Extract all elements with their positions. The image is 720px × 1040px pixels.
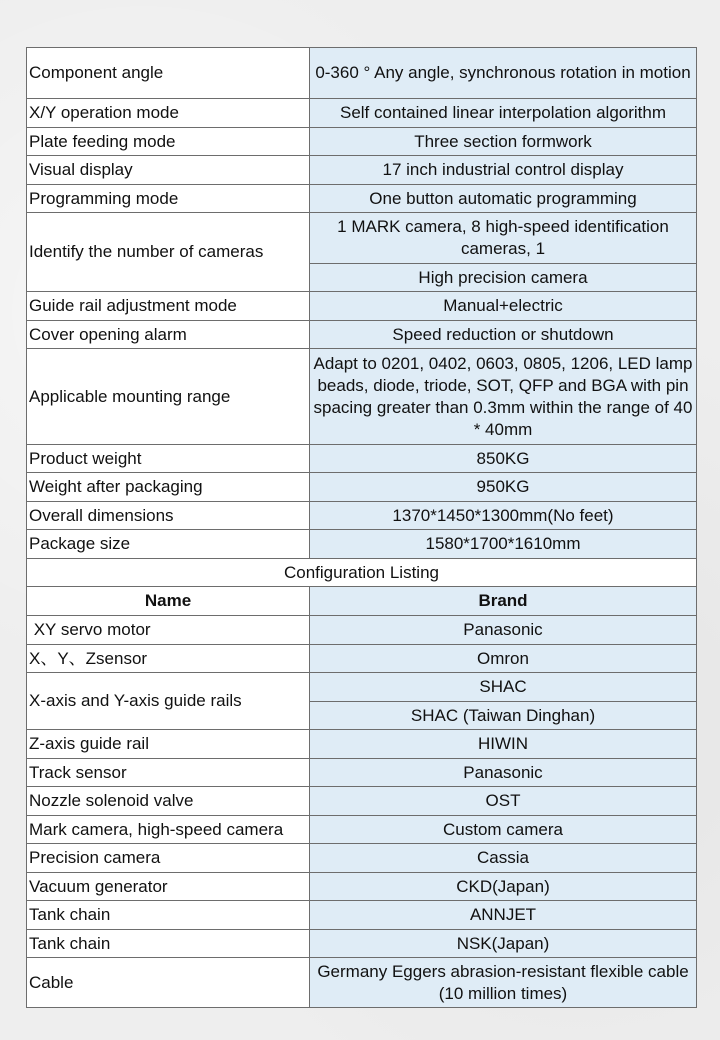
spec-value: 0-360 ° Any angle, synchronous rotation in motion xyxy=(310,48,697,99)
spec-value: One button automatic programming xyxy=(310,185,697,213)
config-row xyxy=(27,759,697,787)
config-brand: SHAC (Taiwan Dinghan) xyxy=(310,702,697,730)
config-brand: Panasonic xyxy=(310,616,697,645)
config-brand: Panasonic xyxy=(310,759,697,787)
config-header-brand: Brand xyxy=(310,587,697,616)
spec-name: Visual display xyxy=(27,156,310,185)
spec-name: Package size xyxy=(27,530,310,559)
spec-value: Three section formwork xyxy=(310,128,697,156)
spec-name: Identify the number of cameras xyxy=(27,213,310,292)
spec-value: 950KG xyxy=(310,473,697,502)
config-name: X-axis and Y-axis guide rails xyxy=(27,673,310,730)
spec-value: Manual+electric xyxy=(310,292,697,321)
spec-value: 17 inch industrial control display xyxy=(310,156,697,185)
spec-row-cover-opening-alarm xyxy=(27,321,697,349)
spec-value: 850KG xyxy=(310,445,697,473)
config-row xyxy=(27,787,697,816)
config-brand: Custom camera xyxy=(310,816,697,844)
config-brand: OST xyxy=(310,787,697,816)
spec-name: Guide rail adjustment mode xyxy=(27,292,310,321)
spec-name: Programming mode xyxy=(27,185,310,213)
config-row xyxy=(27,645,697,673)
spec-value: High precision camera xyxy=(310,264,697,292)
config-title-row xyxy=(27,559,697,587)
config-name: Vacuum generator xyxy=(27,873,310,901)
config-name: Tank chain xyxy=(27,901,310,930)
spec-name: Plate feeding mode xyxy=(27,128,310,156)
config-header-row xyxy=(27,587,697,616)
config-row xyxy=(27,873,697,901)
config-brand: CKD(Japan) xyxy=(310,873,697,901)
specification-table xyxy=(26,47,697,1008)
spec-row-overall-dimensions xyxy=(27,502,697,530)
config-name: XY servo motor xyxy=(27,616,310,645)
config-name: Mark camera, high-speed camera xyxy=(27,816,310,844)
spec-name: Applicable mounting range xyxy=(27,349,310,445)
spec-name: Weight after packaging xyxy=(27,473,310,502)
config-name: Precision camera xyxy=(27,844,310,873)
config-name: Tank chain xyxy=(27,930,310,958)
spec-name: Overall dimensions xyxy=(27,502,310,530)
config-name: Cable xyxy=(27,958,310,1008)
spec-name: X/Y operation mode xyxy=(27,99,310,128)
config-row xyxy=(27,901,697,930)
config-brand: SHAC xyxy=(310,673,697,702)
spec-row-plate-feeding-mode xyxy=(27,128,697,156)
config-row xyxy=(27,816,697,844)
config-name: Z-axis guide rail xyxy=(27,730,310,759)
config-brand: NSK(Japan) xyxy=(310,930,697,958)
spec-value: 1 MARK camera, 8 high-speed identification cameras, 1 xyxy=(310,213,697,264)
spec-row-package-size xyxy=(27,530,697,559)
config-name: X、Y、Zsensor xyxy=(27,645,310,673)
spec-value: Speed reduction or shutdown xyxy=(310,321,697,349)
config-brand: Omron xyxy=(310,645,697,673)
spec-row-visual-display xyxy=(27,156,697,185)
spec-name: Product weight xyxy=(27,445,310,473)
config-name: Track sensor xyxy=(27,759,310,787)
spec-value: Self contained linear interpolation algorithm xyxy=(310,99,697,128)
config-brand: ANNJET xyxy=(310,901,697,930)
spec-value: 1370*1450*1300mm(No feet) xyxy=(310,502,697,530)
config-title: Configuration Listing xyxy=(27,559,697,587)
spec-row-cameras xyxy=(27,213,697,264)
spec-row-guide-rail-adjustment xyxy=(27,292,697,321)
config-header-name: Name xyxy=(27,587,310,616)
config-row xyxy=(27,730,697,759)
spec-row-programming-mode xyxy=(27,185,697,213)
config-brand: Germany Eggers abrasion-resistant flexible cable (10 million times) xyxy=(310,958,697,1008)
config-row xyxy=(27,844,697,873)
config-row xyxy=(27,958,697,1008)
config-row xyxy=(27,616,697,645)
spec-value: Adapt to 0201, 0402, 0603, 0805, 1206, LED lamp beads, diode, triode, SOT, QFP and BGA with pin spacing greater than 0.3mm within the range of 40 * 40mm xyxy=(310,349,697,445)
spec-row-product-weight xyxy=(27,445,697,473)
spec-row-weight-after-packaging xyxy=(27,473,697,502)
spec-row-component-angle xyxy=(27,48,697,99)
config-brand: HIWIN xyxy=(310,730,697,759)
spec-name: Cover opening alarm xyxy=(27,321,310,349)
config-brand: Cassia xyxy=(310,844,697,873)
spec-row-xy-operation-mode xyxy=(27,99,697,128)
config-name: Nozzle solenoid valve xyxy=(27,787,310,816)
config-row xyxy=(27,930,697,958)
spec-row-mounting-range xyxy=(27,349,697,445)
spec-name: Component angle xyxy=(27,48,310,99)
spec-value: 1580*1700*1610mm xyxy=(310,530,697,559)
config-row xyxy=(27,673,697,702)
